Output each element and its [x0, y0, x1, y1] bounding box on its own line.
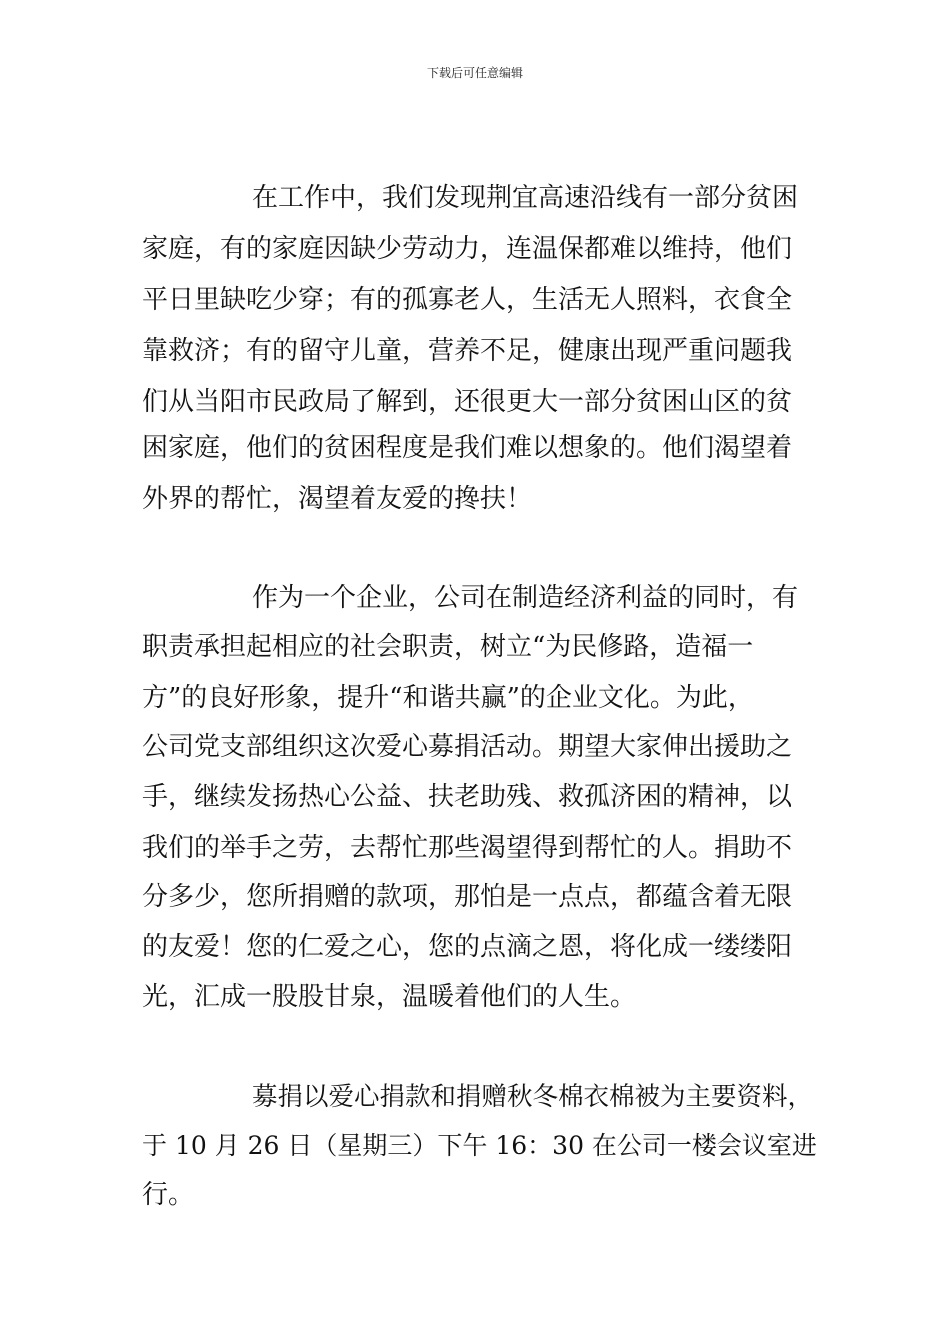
paragraph-1-line-2: 家庭，有的家庭因缺少劳动力，连温保都难以维持，他们	[142, 234, 793, 264]
paragraph-2-line-8: 的友爱！您的仁爱之心，您的点滴之恩，将化成一缕缕阳	[142, 932, 793, 962]
paragraph-3-line-2: 于 10 月 26 日（星期三）下午 16：30 在公司一楼会议室进	[142, 1131, 817, 1160]
paragraph-3-line-3: 行。	[142, 1180, 195, 1210]
paragraph-1-line-4: 靠救济；有的留守儿童，营养不足，健康出现严重问题我	[142, 336, 793, 366]
paragraph-3-line-1: 募捐以爱心捐款和捐赠秋冬棉衣棉被为主要资料，	[252, 1082, 814, 1112]
paragraph-2-line-4: 公司党支部组织这次爱心募捐活动。期望大家伸出援助之	[142, 732, 793, 762]
paragraph-1-line-6: 困家庭，他们的贫困程度是我们难以想象的。他们渴望着	[142, 433, 793, 463]
page-header-note: 下载后可任意编辑	[426, 66, 523, 80]
paragraph-2-line-2: 职责承担起相应的社会职责，树立“为民修路，造福一	[142, 632, 754, 662]
paragraph-2-line-5: 手，继续发扬热心公益、扶老助残、救孤济困的精神，以	[142, 782, 793, 812]
paragraph-1-line-1: 在工作中，我们发现荆宜高速沿线有一部分贫困	[252, 183, 799, 213]
paragraph-1-line-5: 们从当阳市民政局了解到，还很更大一部分贫困山区的贫	[142, 387, 793, 417]
paragraph-2-line-6: 我们的举手之劳，去帮忙那些渴望得到帮忙的人。捐助不	[142, 833, 793, 863]
paragraph-2-line-1: 作为一个企业，公司在制造经济利益的同时，有	[252, 583, 799, 613]
paragraph-1-line-3: 平日里缺吃少穿；有的孤寡老人，生活无人照料，衣食全	[142, 285, 793, 315]
paragraph-1-line-7: 外界的帮忙，渴望着友爱的搀扶！	[142, 484, 533, 514]
paragraph-2-line-7: 分多少，您所捐赠的款项，那怕是一点点，都蕴含着无限	[142, 882, 793, 912]
paragraph-2-line-9: 光，汇成一股股甘泉，温暖着他们的人生。	[142, 982, 637, 1012]
paragraph-2-line-3: 方”的良好形象，提升“和谐共赢”的企业文化。为此，	[142, 683, 754, 713]
